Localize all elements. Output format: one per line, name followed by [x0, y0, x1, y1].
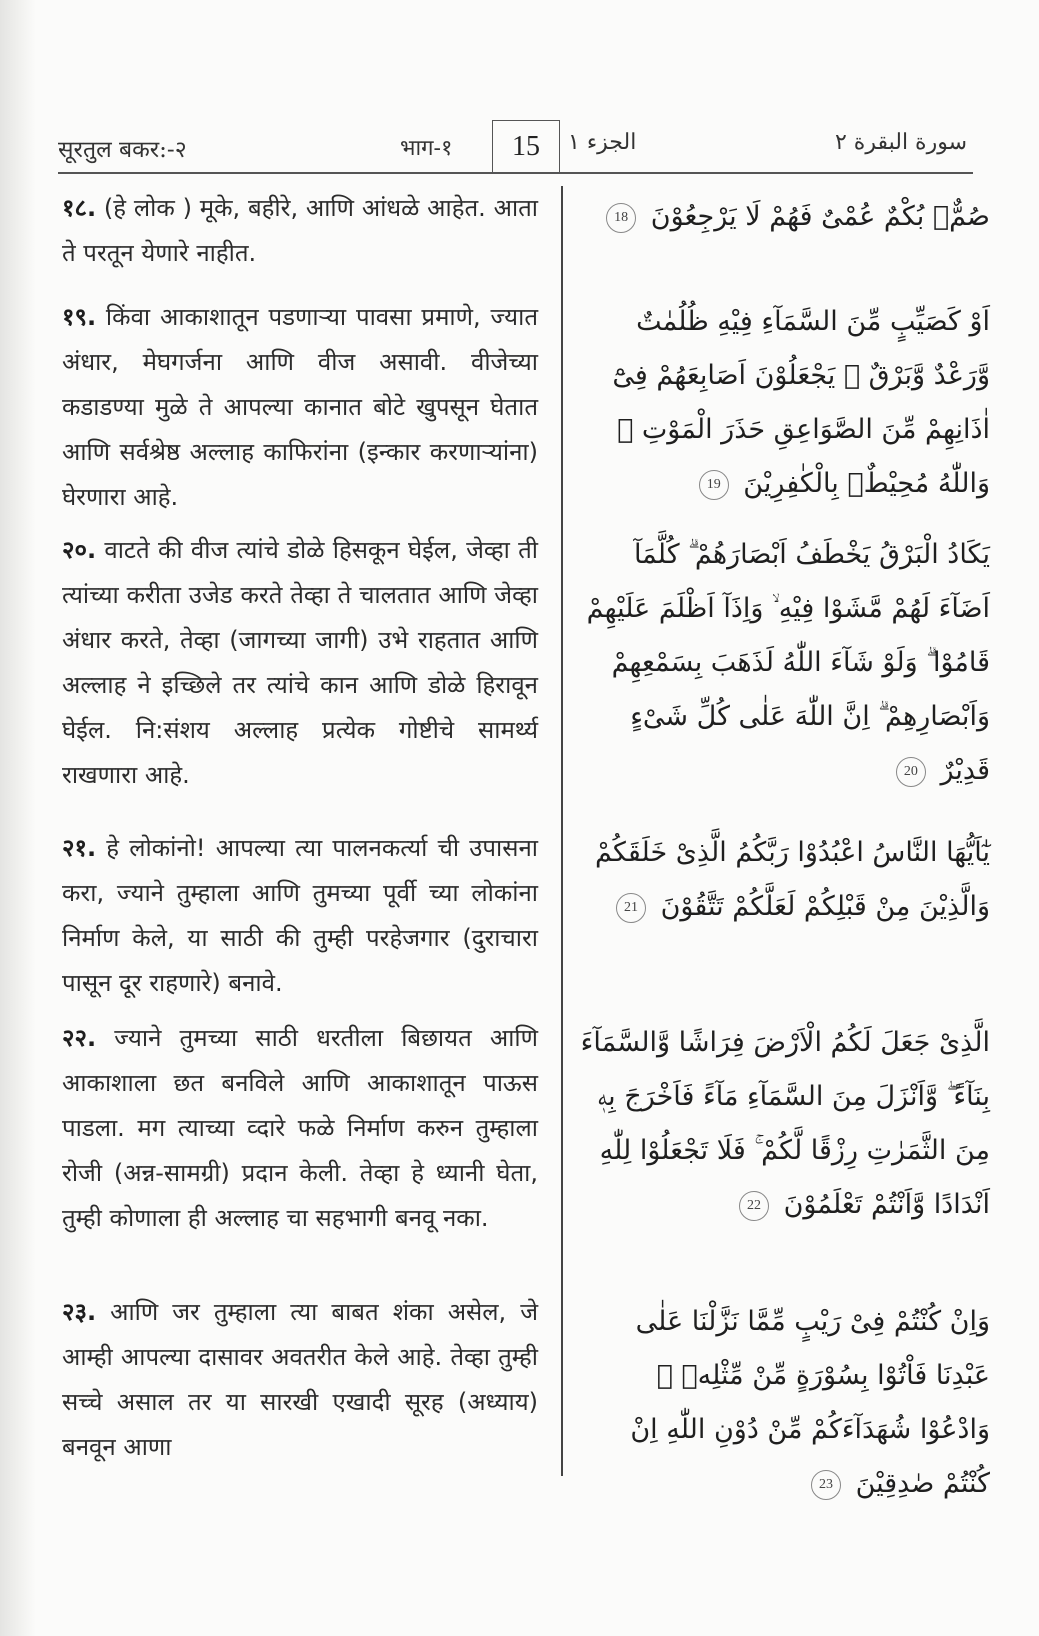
verse-number: १९. — [62, 303, 97, 331]
column-divider — [561, 186, 563, 1476]
verse-arabic-18 — [580, 190, 990, 244]
verse-translation-23 — [62, 1290, 538, 1470]
verse-translation-20 — [62, 528, 538, 798]
verse-translation-19 — [62, 295, 538, 520]
verse-arabic-19 — [580, 295, 990, 511]
arabic-verse-text: الَّذِىْ جَعَلَ لَكُمُ الْاَرْضَ فِرَاشًا وَّالسَّمَآءَ بِنَآءً ۖ وَّاَنْزَلَ مِنَ السَّمَآءِ مَآءً فَاَخْرَجَ بِهٖ مِنَ الثَّمَرٰتِ رِزْقًا لَّكُمْ ۚ فَلَا تَجْعَلُوْا لِلّٰهِ اَنْدَادًا وَّاَنْتُمْ تَعْلَمُوْنَ — [580, 1027, 990, 1220]
ayah-number-marker: 20 — [896, 757, 926, 787]
ayah-number-marker: 18 — [606, 203, 636, 233]
verse-number: १८. — [62, 194, 97, 222]
verse-arabic-22 — [580, 1016, 990, 1232]
ayah-number-marker: 19 — [699, 470, 729, 500]
verse-translation-18 — [62, 186, 538, 276]
verse-translation-21 — [62, 826, 538, 1006]
page-number: 15 — [512, 130, 540, 162]
ayah-number-marker: 23 — [811, 1470, 841, 1500]
verse-arabic-21 — [580, 826, 990, 934]
arabic-verse-text: اَوْ كَصَيِّبٍ مِّنَ السَّمَآءِ فِيْهِ ظُلُمٰتٌ وَّرَعْدٌ وَّبَرْقٌ ۚ يَجْعَلُوْنَ اَصَابِعَهُمْ فِىْٓ اٰذَانِهِمْ مِّنَ الصَّوَاعِقِ حَذَرَ الْمَوْتِ ۗ وَاللّٰهُ مُحِيْطٌۢ بِالْكٰفِرِيْنَ — [612, 306, 990, 499]
verse-text: आणि जर तुम्हाला त्या बाबत शंका असेल, जे आम्ही आपल्या दासावर अवतरीत केले आहे. तेव्हा तुम्ही सच्चे असाल तर या सारखी एखादी सूरह (अध्याय) बनवून आणा — [62, 1298, 538, 1461]
verse-arabic-20 — [580, 528, 990, 798]
verse-translation-22 — [62, 1016, 538, 1241]
running-title-arabic: سورة البقرة ٢ — [834, 130, 967, 155]
ayah-number-marker: 21 — [616, 893, 646, 923]
verse-number: २०. — [62, 536, 97, 564]
header-rule — [58, 172, 973, 174]
arabic-verse-text: وَاِنْ كُنْتُمْ فِىْ رَيْبٍ مِّمَّا نَزَّلْنَا عَلٰى عَبْدِنَا فَاْتُوْا بِسُوْرَةٍ مِّنْ مِّثْلِهٖ ۖ وَادْعُوْا شُهَدَآءَكُمْ مِّنْ دُوْنِ اللّٰهِ اِنْ كُنْتُمْ صٰدِقِيْنَ — [630, 1306, 990, 1499]
page-edge-shadow — [0, 0, 36, 1636]
arabic-verse-text: صُمٌّۢ بُكْمٌ عُمْىٌ فَهُمْ لَا يَرْجِعُوْنَ — [650, 201, 990, 232]
page-number-box — [492, 120, 560, 172]
part-label-marathi: भाग-१ — [400, 136, 453, 161]
verse-text: ज्याने तुमच्या साठी धरतीला बिछायत आणि आकाशाला छत बनविले आणि आकाशातून पाऊस पाडला. मग त्याच्या व्दारे फळे निर्माण करुन तुम्हाला रोजी (अन्न-सामग्री) प्रदान केली. तेव्हा हे ध्यानी घेता, तुम्ही कोणाला ही अल्लाह चा सहभागी बनवू नका. — [62, 1024, 538, 1232]
verse-text: वाटते की वीज त्यांचे डोळे हिसकून घेईल, जेव्हा ती त्यांच्या करीता उजेड करते तेव्हा ते चालतात आणि जेव्हा अंधार करते, तेव्हा (जागच्या जागी) उभे राहतात आणि अल्लाह ने इच्छिले तर त्यांचे कान आणि डोळे हिरावून घेईल. नि:संशय अल्लाह प्रत्येक गोष्टीचे सामर्थ्य राखणारा आहे. — [62, 536, 538, 789]
page-header — [0, 0, 1039, 175]
verse-number: २३. — [62, 1298, 97, 1326]
juz-label-arabic: الجزء ١ — [568, 130, 637, 155]
verse-number: २१. — [62, 834, 97, 862]
verse-arabic-23 — [580, 1295, 990, 1511]
verse-number: २२. — [62, 1024, 97, 1052]
verse-text: किंवा आकाशातून पडणाऱ्या पावसा प्रमाणे, ज्यात अंधार, मेघगर्जना आणि वीज असावी. वीजेच्या कडाडण्या मुळे ते आपल्या कानात बोटे खुपसून घेतात आणि सर्वश्रेष्ठ अल्लाह काफिरांना (इन्कार करणाऱ्यांना) घेरणारा आहे. — [62, 303, 538, 511]
verse-text: हे लोकांनो! आपल्या त्या पालनकर्त्या ची उपासना करा, ज्याने तुम्हाला आणि तुमच्या पूर्वी च्या लोकांना निर्माण केले, या साठी की तुम्ही परहेजगार (दुराचारा पासून दूर राहणारे) बनावे. — [62, 834, 538, 997]
verse-text: (हे लोक ) मूके, बहीरे, आणि आंधळे आहेत. आता ते परतून येणारे नाहीत. — [62, 194, 538, 267]
ayah-number-marker: 22 — [739, 1191, 769, 1221]
arabic-verse-text: يَكَادُ الْبَرْقُ يَخْطَفُ اَبْصَارَهُمْ ۗ كُلَّمَآ اَضَآءَ لَهُمْ مَّشَوْا فِيْهِ ۙ وَاِذَآ اَظْلَمَ عَلَيْهِمْ قَامُوْا ۗ وَلَوْ شَآءَ اللّٰهُ لَذَهَبَ بِسَمْعِهِمْ وَاَبْصَارِهِمْ ۗ اِنَّ اللّٰهَ عَلٰى كُلِّ شَىْءٍ قَدِيْرٌ — [586, 539, 990, 786]
running-title-marathi: सूरतुल बकर:-२ — [58, 137, 187, 163]
arabic-verse-text: يٰٓاَيُّهَا النَّاسُ اعْبُدُوْا رَبَّكُمُ الَّذِىْ خَلَقَكُمْ وَالَّذِيْنَ مِنْ قَبْلِكُمْ لَعَلَّكُمْ تَتَّقُوْنَ — [594, 837, 990, 922]
